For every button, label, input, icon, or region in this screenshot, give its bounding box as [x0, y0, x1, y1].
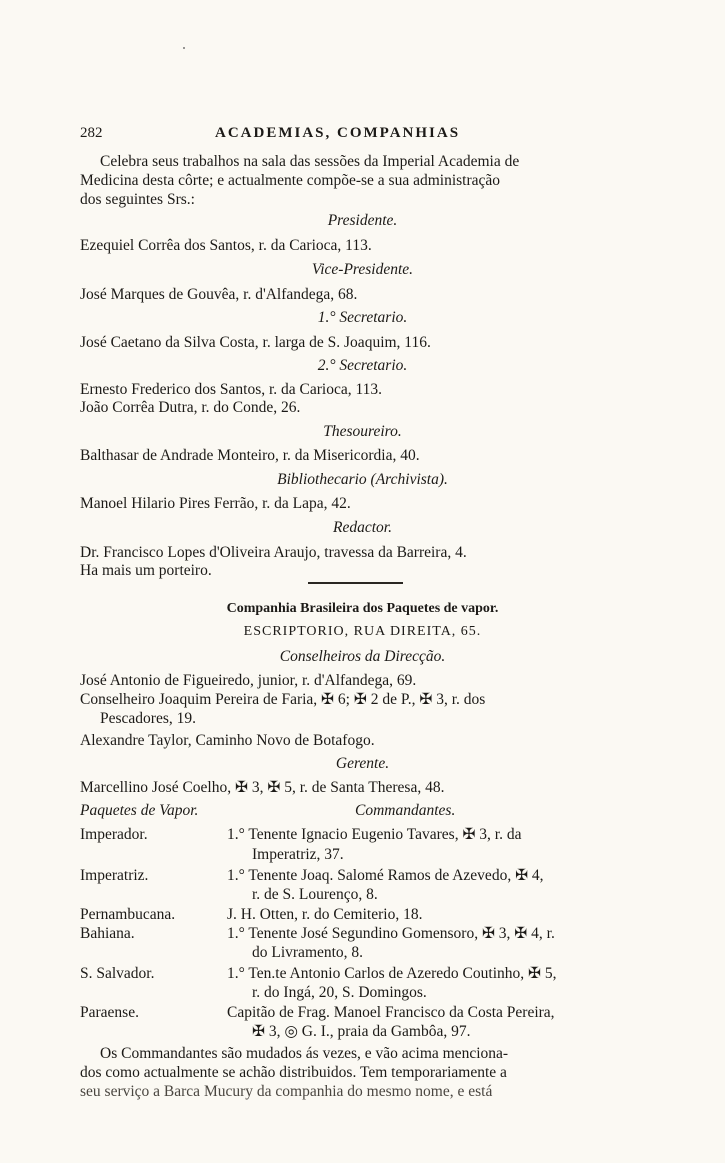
officer-title-treasurer: Thesoureiro.	[323, 423, 402, 440]
officer-title-second-secretary: 2.° Secretario.	[317, 357, 408, 374]
ship-name: Paraense.	[80, 1004, 139, 1021]
page-number: 282	[80, 125, 103, 141]
council-title: Conselheiros da Direcção.	[279, 648, 446, 665]
council-member: Conselheiro Joaquim Pereira de Faria, ✠ 6; ✠ 2 de P., ✠ 3, r. dos	[80, 691, 486, 708]
officer-entry: Ha mais um porteiro.	[80, 562, 212, 579]
ship-commander-cont: do Livramento, 8.	[252, 944, 364, 961]
intro-line: Celebra seus trabalhos na sala das sessões da Imperial Academia de	[100, 153, 520, 170]
company-title: Companhia Brasileira dos Paquetes de vapor.	[226, 601, 499, 616]
ship-commander-cont: Imperatriz, 37.	[252, 846, 344, 863]
closing-line: seu serviço a Barca Mucury da companhia do mesmo nome, e está	[80, 1083, 493, 1100]
council-member: José Antonio de Figueiredo, junior, r. d'Alfandega, 69.	[80, 672, 417, 689]
ship-commander-cont: r. do Ingá, 20, S. Domingos.	[252, 984, 427, 1001]
ship-commander: 1.° Tenente Joaq. Salomé Ramos de Azevedo, ✠ 4,	[227, 867, 544, 884]
intro-line: Medicina desta côrte; e actualmente compõe-se a sua administração	[80, 172, 501, 189]
company-office: ESCRIPTORIO, RUA DIREITA, 65.	[243, 624, 482, 639]
officer-entry: José Marques de Gouvêa, r. d'Alfandega, 68.	[80, 286, 358, 303]
col-ships-header: Paquetes de Vapor.	[80, 802, 199, 819]
ship-commander: 1.° Ten.te Antonio Carlos de Azeredo Coutinho, ✠ 5,	[227, 965, 557, 982]
officer-title-vice-president: Vice-Presidente.	[311, 261, 414, 278]
officer-title-first-secretary: 1.° Secretario.	[317, 309, 408, 326]
ship-commander-cont: ✠ 3, ◎ G. I., praia da Gambôa, 97.	[252, 1023, 471, 1040]
officer-entry: João Corrêa Dutra, r. do Conde, 26.	[80, 399, 301, 416]
ship-commander-cont: r. de S. Lourenço, 8.	[252, 886, 378, 903]
ship-commander: 1.° Tenente Ignacio Eugenio Tavares, ✠ 3, r. da	[227, 826, 522, 843]
officer-entry: Ezequiel Corrêa dos Santos, r. da Carioca, 113.	[80, 237, 372, 254]
closing-line: Os Commandantes são mudados ás vezes, e vão acima menciona-	[100, 1045, 509, 1062]
speck	[183, 47, 185, 49]
officer-entry: Manoel Hilario Pires Ferrão, r. da Lapa, 42.	[80, 495, 351, 512]
section-divider	[308, 582, 403, 584]
officer-title-president: Presidente.	[327, 212, 398, 229]
officer-entry: Ernesto Frederico dos Santos, r. da Carioca, 113.	[80, 381, 383, 398]
intro-line: dos seguintes Srs.:	[80, 191, 195, 208]
manager-entry: Marcellino José Coelho, ✠ 3, ✠ 5, r. de Santa Theresa, 48.	[80, 779, 445, 796]
col-commanders-header: Commandantes.	[355, 802, 456, 819]
officer-entry: José Caetano da Silva Costa, r. larga de S. Joaquim, 116.	[80, 334, 431, 351]
ship-name: Bahiana.	[80, 925, 135, 942]
ship-name: Imperador.	[80, 826, 148, 843]
officer-title-librarian: Bibliothecario (Archivista).	[277, 471, 448, 488]
closing-line: dos como actualmente se achão distribuidos. Tem temporariamente a	[80, 1064, 507, 1081]
ship-name: Imperatriz.	[80, 867, 149, 884]
running-head: ACADEMIAS, COMPANHIAS	[215, 125, 461, 141]
ship-commander: 1.° Tenente José Segundino Gomensoro, ✠ 3, ✠ 4, r.	[227, 925, 555, 942]
ship-name: S. Salvador.	[80, 965, 155, 982]
officer-entry: Balthasar de Andrade Monteiro, r. da Misericordia, 40.	[80, 447, 420, 464]
manager-title: Gerente.	[335, 755, 390, 772]
council-member: Pescadores, 19.	[100, 710, 196, 727]
officer-entry: Dr. Francisco Lopes d'Oliveira Araujo, travessa da Barreira, 4.	[80, 544, 467, 561]
council-member: Alexandre Taylor, Caminho Novo de Botafogo.	[80, 732, 375, 749]
officer-title-editor: Redactor.	[333, 519, 392, 536]
ship-commander: J. H. Otten, r. do Cemiterio, 18.	[227, 906, 423, 923]
ship-commander: Capitão de Frag. Manoel Francisco da Costa Pereira,	[227, 1004, 555, 1021]
ship-name: Pernambucana.	[80, 906, 176, 923]
